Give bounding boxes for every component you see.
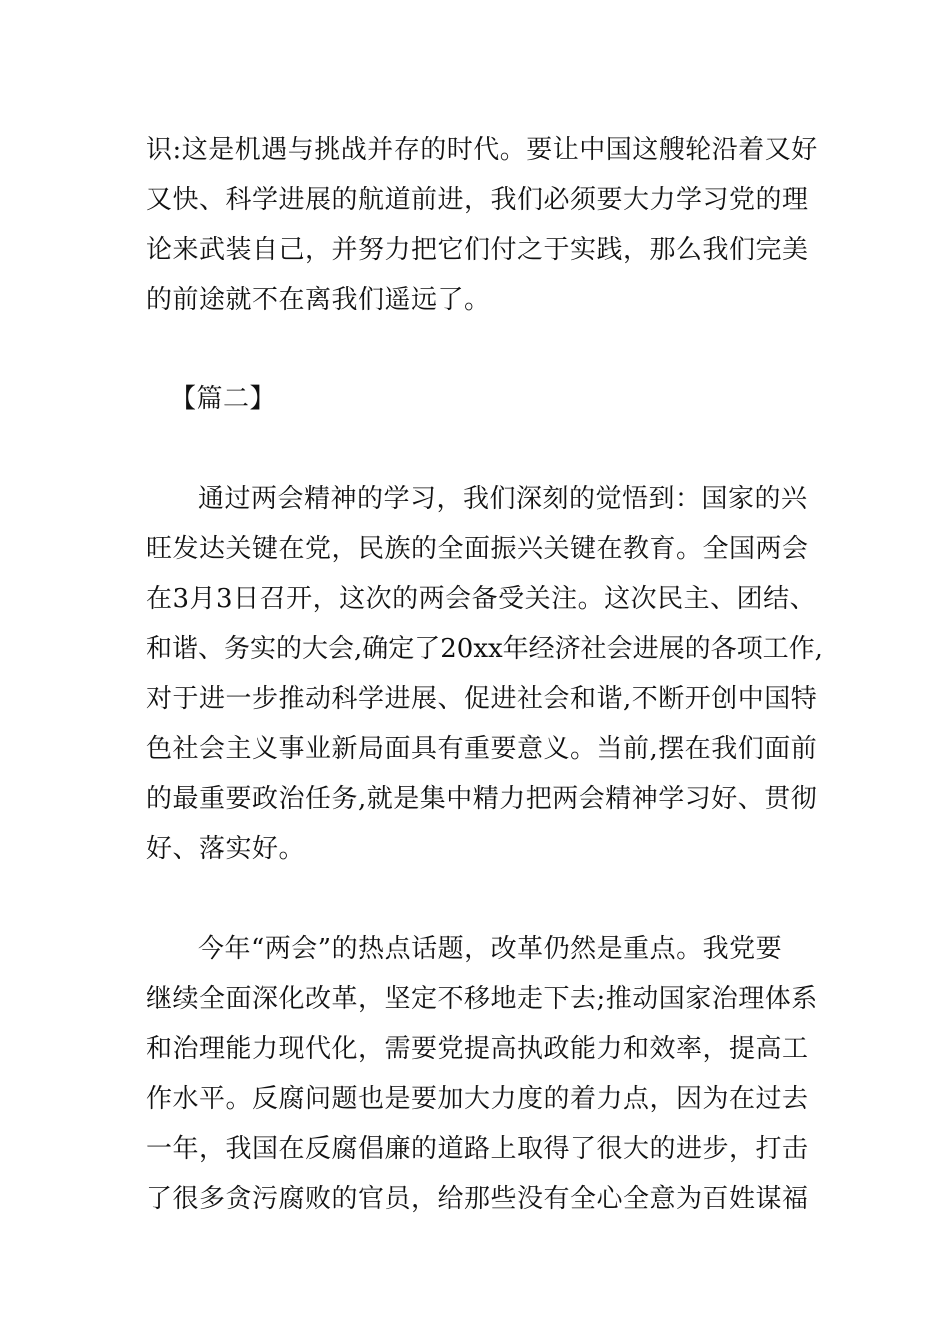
section-heading: 【篇二】: [170, 384, 277, 414]
paragraph-line: 又快、科学进展的航道前进，我们必须要大力学习党的理: [146, 185, 809, 215]
paragraph-line: 和谐、务实的大会,确定了20xx年经济社会进展的各项工作,: [146, 634, 823, 664]
paragraph-line: 继续全面深化改革，坚定不移地走下去;推动国家治理体系: [146, 984, 818, 1014]
paragraph-line: 在3月3日召开，这次的两会备受关注。这次民主、团结、: [146, 584, 817, 614]
paragraph-line: 色社会主义事业新局面具有重要意义。当前,摆在我们面前: [146, 734, 818, 764]
paragraph-line: 好、落实好。: [146, 834, 306, 864]
paragraph-line: 论来武装自己，并努力把它们付之于实践，那么我们完美: [146, 235, 809, 265]
paragraph-line: 对于进一步推动科学进展、促进社会和谐,不断开创中国特: [146, 684, 818, 714]
paragraph-line: 作水平。反腐问题也是要加大力度的着力点，因为在过去: [146, 1084, 809, 1114]
paragraph-line: 通过两会精神的学习，我们深刻的觉悟到：国家的兴: [198, 484, 808, 514]
paragraph-line: 和治理能力现代化，需要党提高执政能力和效率，提高工: [146, 1034, 809, 1064]
paragraph-line: 了很多贪污腐败的官员，给那些没有全心全意为百姓谋福: [146, 1184, 809, 1214]
paragraph-line: 一年，我国在反腐倡廉的道路上取得了很大的进步，打击: [146, 1134, 809, 1164]
paragraph-line: 识:这是机遇与挑战并存的时代。要让中国这艘轮沿着又好: [146, 135, 818, 165]
paragraph-line: 今年“两会”的热点话题，改革仍然是重点。我党要: [198, 934, 783, 964]
paragraph-line: 的最重要政治任务,就是集中精力把两会精神学习好、贯彻: [146, 784, 818, 814]
paragraph-line: 的前途就不在离我们遥远了。: [146, 285, 491, 315]
paragraph-line: 旺发达关键在党，民族的全面振兴关键在教育。全国两会: [146, 534, 809, 564]
